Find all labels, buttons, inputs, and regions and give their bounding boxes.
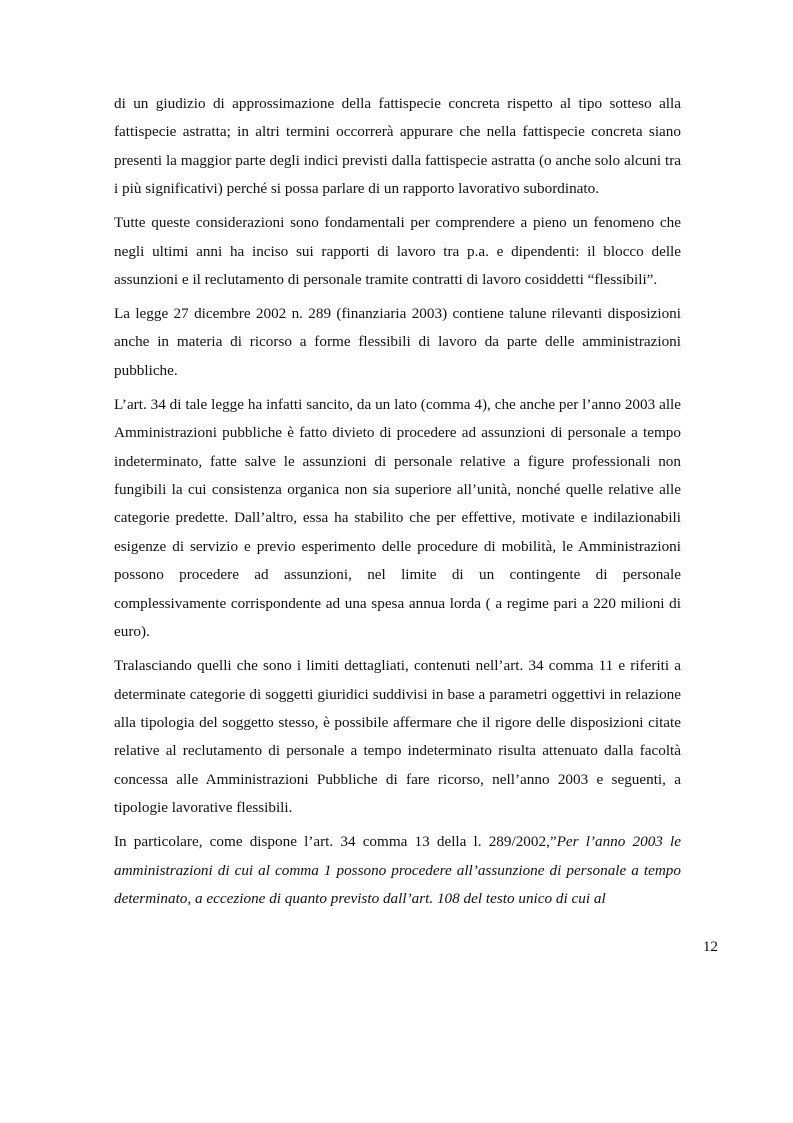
paragraph: di un giudizio di approssimazione della fattispecie concreta rispetto al tipo sotteso alla fattispecie astratta; in altri termini occorrerà appurare che nella fattispecie concreta siano presenti la maggior parte degli indici previsti dalla fattispecie astratta (o anche solo alcuni tra i più significativi) perché si possa parlare di un rapporto lavorativo subordinato. — [114, 95, 681, 198]
paragraph: Tralasciando quelli che sono i limiti dettagliati, contenuti nell’art. 34 comma 11 e riferiti a determinate categorie di soggetti giuridici suddivisi in base a parametri oggettivi in relazione alla tipologia del soggetto stesso, è possibile affermare che il rigore delle disposizioni citate relative al reclutamento di personale a tempo indeterminato risulta attenuato dalla facoltà concessa alle Amministrazioni Pubbliche di fare ricorso, nell’anno 2003 e seguenti, a tipologie lavorative flessibili. — [114, 657, 681, 817]
paragraph-with-quote — [114, 828, 681, 913]
legal-quote: Per l’anno 2003 le amministrazioni di cui al comma 1 possono procedere all’assunzione di personale a tempo determinato, a eccezione di quanto previsto dall’art. 108 del testo unico di cui al — [114, 833, 681, 907]
paragraph-intro: In particolare, come dispone l’art. 34 comma 13 della l. 289/2002,” — [114, 833, 557, 851]
body-text — [114, 90, 681, 913]
page-number: 12 — [702, 938, 718, 955]
paragraph: L’art. 34 di tale legge ha infatti sancito, da un lato (comma 4), che anche per l’anno 2003 alle Amministrazioni pubbliche è fatto divieto di procedere ad assunzioni di personale a tempo indeterminato, fatte salve le assunzioni di personale relative a figure professionali non fungibili la cui consistenza organica non sia superiore all’unità, nonché quelle relative alle categorie predette. Dall’altro, essa ha stabilito che per effettive, motivate e indilazionabili esigenze di servizio e previo esperimento delle procedure di mobilità, le Amministrazioni possono procedere ad assunzioni, nel limite di un contingente di personale complessivamente corrispondente ad una spesa annua lorda ( a regime pari a 220 milioni di euro). — [114, 395, 681, 641]
paragraph: La legge 27 dicembre 2002 n. 289 (finanziaria 2003) contiene talune rilevanti disposizioni anche in materia di ricorso a forme flessibili di lavoro da parte delle amministrazioni pubbliche. — [114, 305, 681, 379]
paragraph: Tutte queste considerazioni sono fondamentali per comprendere a pieno un fenomeno che negli ultimi anni ha inciso sui rapporti di lavoro tra p.a. e dipendenti: il blocco delle assunzioni e il reclutamento di personale tramite contratti di lavoro cosiddetti “flessibili”. — [114, 214, 681, 289]
